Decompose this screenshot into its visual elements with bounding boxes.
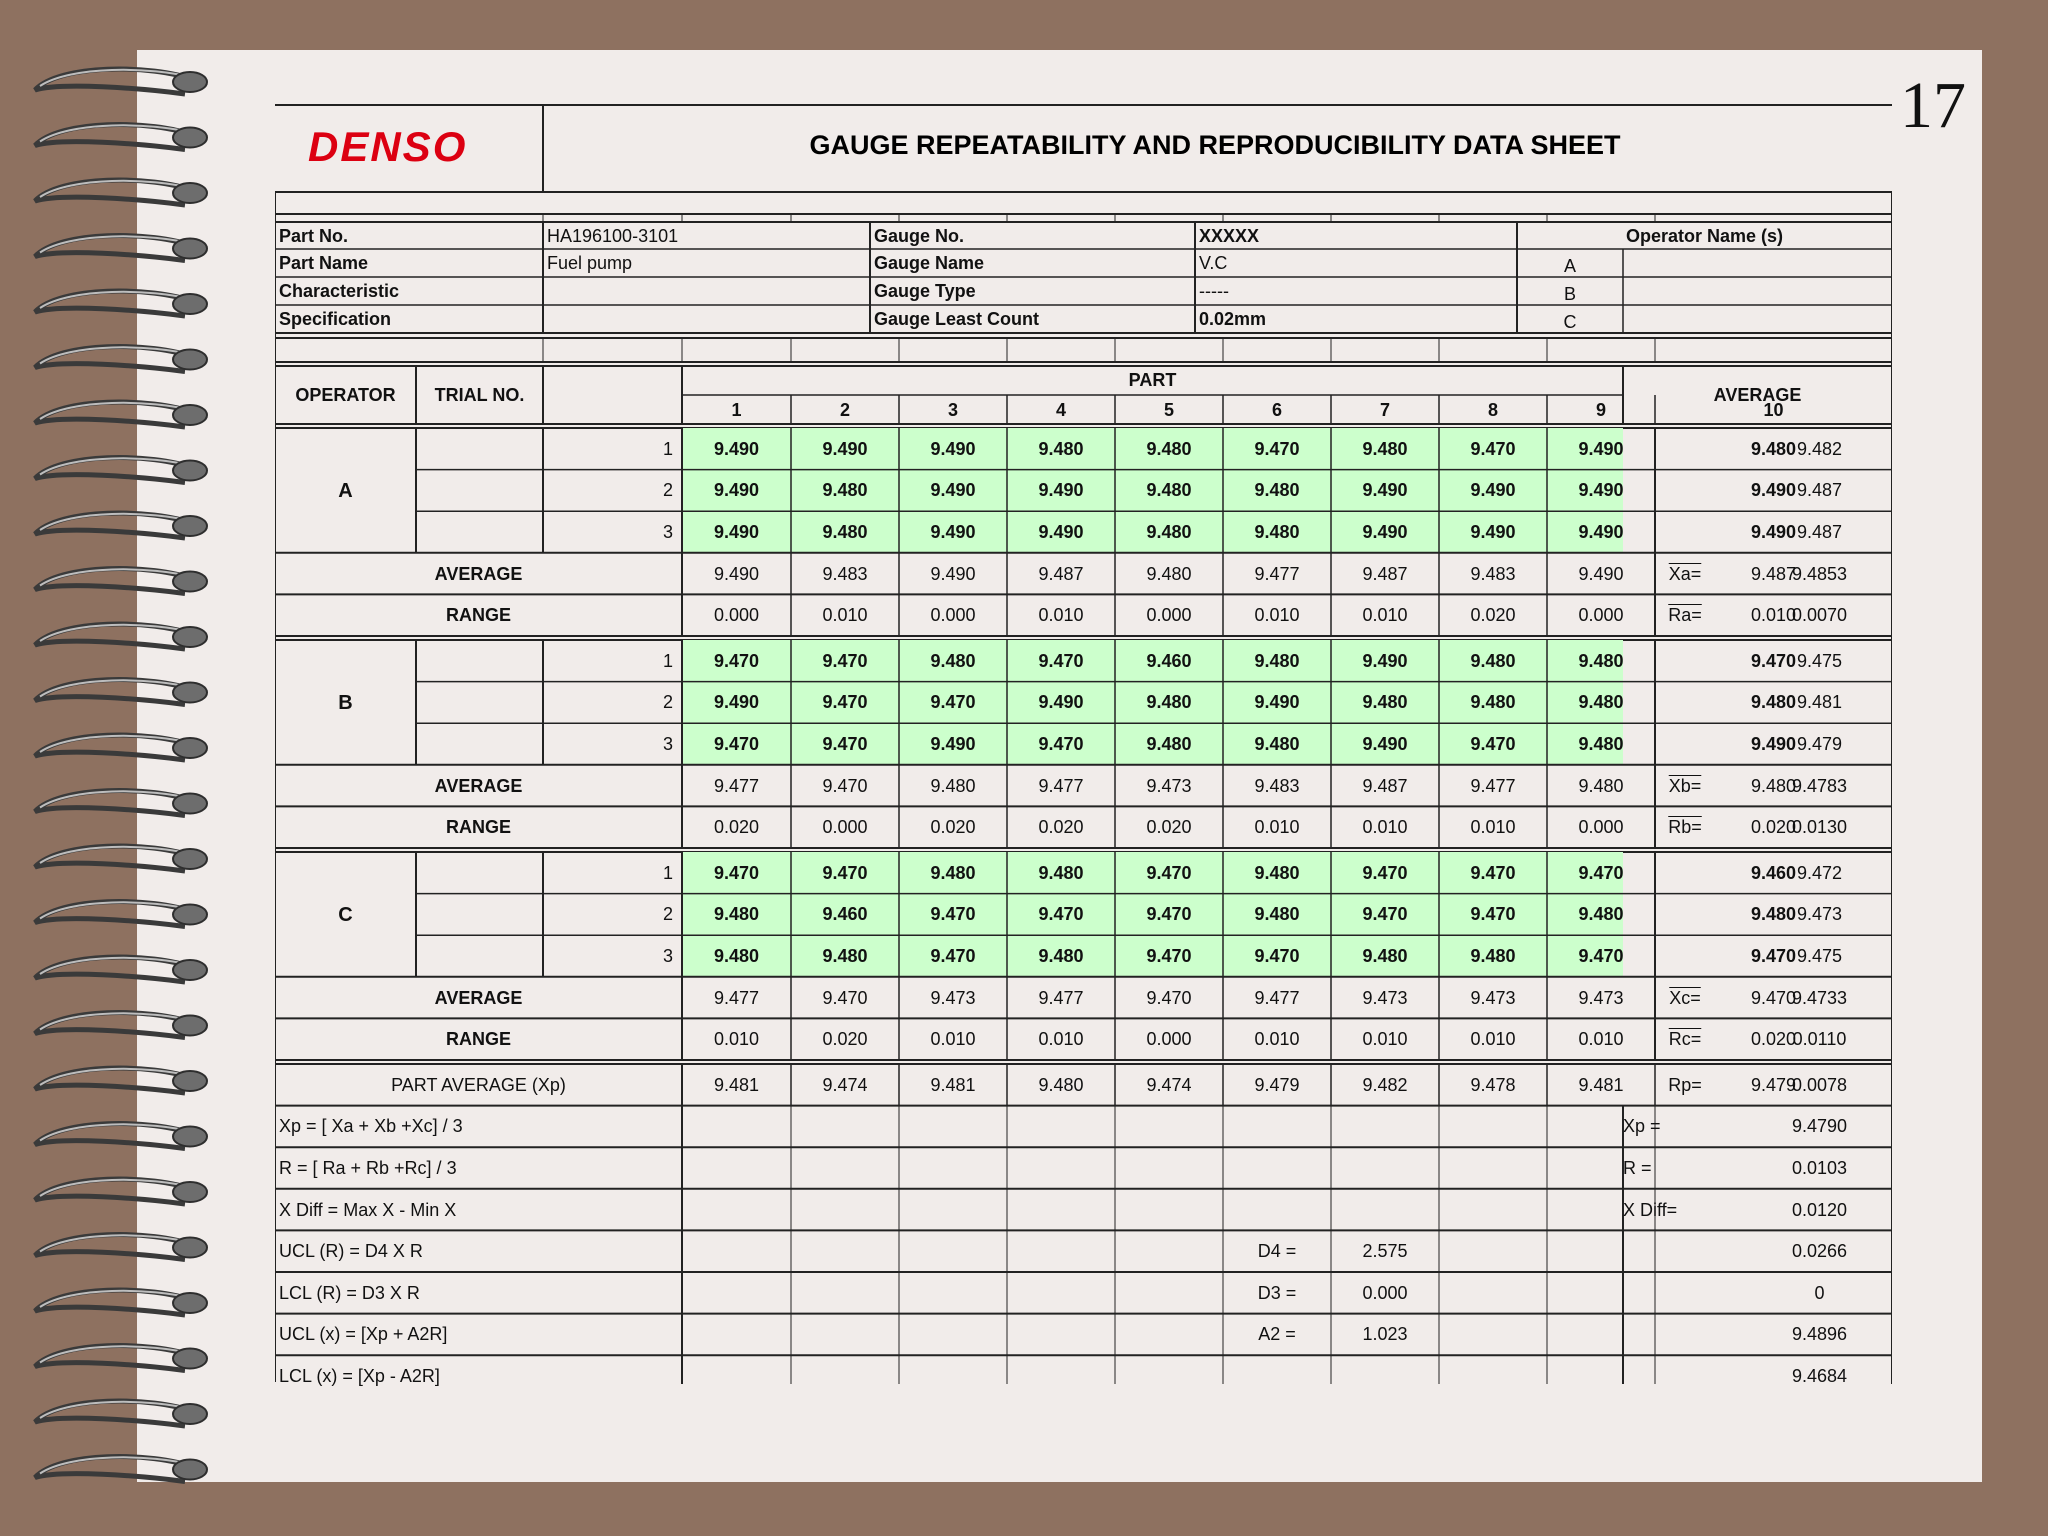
- part-average-value: 9.474: [1146, 1074, 1192, 1095]
- spiral-ring: [35, 791, 207, 816]
- spiral-ring: [35, 180, 207, 205]
- measurement-value: 9.470: [1038, 734, 1084, 754]
- formula-value: 0.0103: [1791, 1158, 1848, 1178]
- measurement-value: 9.460: [1750, 862, 1797, 883]
- range-value: 0.000: [1146, 1029, 1192, 1050]
- spiral-ring: [35, 458, 207, 483]
- average-value: 9.473: [1146, 775, 1192, 796]
- measurement-value: 9.490: [930, 480, 976, 501]
- average-value: 9.487: [1750, 563, 1797, 584]
- formula-value: 9.4684: [1791, 1366, 1848, 1386]
- info-label: Gauge Least Count: [874, 309, 1040, 329]
- spiral-ring: [35, 1346, 207, 1371]
- rbar-label: Ra=: [1668, 605, 1702, 626]
- measurement-value: 9.490: [713, 522, 760, 542]
- measurement-value: 9.480: [1578, 650, 1624, 671]
- measurement-value: 9.490: [930, 438, 976, 459]
- header-part-number: 7: [1379, 400, 1390, 420]
- measurement-value: 9.470: [930, 946, 976, 966]
- measurement-value: 9.480: [930, 862, 976, 883]
- measurement-value: 9.490: [1470, 522, 1516, 542]
- range-value: 0.000: [1578, 817, 1624, 838]
- measurement-value: 9.490: [713, 692, 760, 713]
- row-label-range: RANGE: [445, 817, 511, 838]
- measurement-value: 9.490: [713, 480, 760, 501]
- measurement-value: 9.470: [930, 692, 976, 713]
- header-average: AVERAGE: [1713, 385, 1802, 405]
- xbar-label: Xb=: [1668, 775, 1702, 796]
- xbar-value: 9.4783: [1791, 775, 1848, 796]
- range-value: 0.010: [1750, 605, 1797, 626]
- info-label: Gauge Type: [874, 281, 976, 301]
- spiral-ring: [35, 902, 207, 927]
- measurement-value: 9.480: [1470, 946, 1516, 966]
- range-value: 0.010: [1362, 817, 1408, 838]
- range-value: 0.020: [1470, 605, 1516, 626]
- formula-value: 0.0266: [1791, 1241, 1848, 1262]
- measurement-value: 9.480: [713, 904, 760, 925]
- spiral-ring: [35, 735, 207, 760]
- range-value: 0.000: [1578, 605, 1624, 626]
- range-value: 0.010: [930, 1029, 976, 1050]
- measurement-value: 9.470: [822, 650, 868, 671]
- measurement-value: 9.470: [1146, 904, 1192, 925]
- spiral-ring: [35, 846, 207, 871]
- rbar-label: Rc=: [1668, 1029, 1702, 1050]
- measurement-value: 9.490: [1362, 522, 1408, 542]
- trial-average: 9.473: [1796, 904, 1843, 925]
- rp-label: Rp=: [1668, 1074, 1702, 1095]
- measurement-value: 9.480: [822, 522, 868, 542]
- measurement-value: 9.470: [1470, 862, 1516, 883]
- trial-average: 9.475: [1796, 650, 1843, 671]
- range-value: 0.010: [1254, 1029, 1300, 1050]
- measurement-value: 9.480: [1038, 862, 1084, 883]
- trial-number: 3: [662, 946, 673, 966]
- measurement-value: 9.460: [1146, 650, 1192, 671]
- constant-value: 1.023: [1362, 1324, 1408, 1345]
- range-value: 0.010: [1470, 1029, 1516, 1050]
- measurement-value: 9.480: [1146, 438, 1192, 459]
- average-value: 9.470: [822, 775, 868, 796]
- rp-value: 0.0078: [1791, 1074, 1848, 1095]
- measurement-value: 9.480: [930, 650, 976, 671]
- measurement-value: 9.470: [822, 692, 868, 713]
- range-value: 0.020: [1750, 1029, 1797, 1050]
- header-part-number: 5: [1163, 400, 1174, 420]
- formula-label: LCL (x) = [Xp - A2R]: [279, 1366, 440, 1386]
- info-value: XXXXX: [1199, 225, 1260, 246]
- formula-label: Xp = [ Xa + Xb +Xc] / 3: [279, 1116, 463, 1137]
- xbar-value: 9.4733: [1791, 987, 1848, 1008]
- average-value: 9.477: [713, 775, 760, 796]
- average-value: 9.477: [1038, 987, 1084, 1008]
- xbar-label: Xa=: [1668, 563, 1702, 584]
- constant-label: D4 =: [1257, 1241, 1297, 1262]
- row-label-average: AVERAGE: [434, 563, 523, 584]
- range-value: 0.010: [1470, 817, 1516, 838]
- range-value: 0.020: [822, 1029, 868, 1050]
- rbar-value: 0.0110: [1792, 1029, 1847, 1050]
- info-value: V.C: [1199, 253, 1228, 273]
- measurement-value: 9.480: [822, 480, 868, 501]
- trial-average: 9.479: [1796, 734, 1843, 754]
- average-value: 9.477: [1254, 987, 1300, 1008]
- measurement-value: 9.480: [1254, 650, 1300, 671]
- part-average-value: 9.481: [1578, 1074, 1624, 1095]
- trial-number: 2: [662, 480, 673, 501]
- header-part: PART: [1128, 370, 1177, 390]
- measurement-value: 9.480: [1578, 904, 1624, 925]
- range-value: 0.010: [1362, 605, 1408, 626]
- formula-value: 0: [1814, 1282, 1825, 1303]
- measurement-value: 9.470: [713, 862, 760, 883]
- measurement-value: 9.470: [1750, 650, 1797, 671]
- measurement-value: 9.490: [930, 522, 976, 542]
- average-value: 9.480: [1146, 563, 1192, 584]
- measurement-value: 9.470: [1038, 904, 1084, 925]
- header-part-number: 3: [947, 400, 958, 420]
- measurement-value: 9.480: [1254, 522, 1300, 542]
- average-value: 9.477: [1254, 563, 1300, 584]
- spiral-binding: [0, 0, 240, 1536]
- trial-number: 1: [662, 438, 673, 459]
- spiral-ring: [35, 1290, 207, 1315]
- part-average-value: 9.481: [713, 1074, 760, 1095]
- measurement-value: 9.460: [822, 904, 868, 925]
- spiral-ring: [35, 125, 207, 150]
- spiral-ring: [35, 1124, 207, 1149]
- constant-label: D3 =: [1257, 1282, 1297, 1303]
- measurement-value: 9.480: [1146, 480, 1192, 501]
- formula-value: 0.0120: [1791, 1199, 1848, 1220]
- range-value: 0.000: [822, 817, 868, 838]
- range-value: 0.010: [713, 1029, 760, 1050]
- row-label-range: RANGE: [445, 1029, 511, 1050]
- measurement-value: 9.480: [1362, 946, 1408, 966]
- average-value: 9.487: [1038, 563, 1084, 584]
- operator-label: A: [338, 480, 353, 503]
- average-value: 9.483: [1470, 563, 1516, 584]
- average-value: 9.477: [1470, 775, 1516, 796]
- info-label: Specification: [279, 309, 392, 329]
- spiral-ring: [35, 1013, 207, 1038]
- range-value: 0.000: [930, 605, 976, 626]
- measurement-value: 9.490: [1254, 692, 1300, 713]
- spiral-ring: [35, 291, 207, 316]
- measurement-value: 9.470: [1362, 904, 1408, 925]
- range-value: 0.010: [822, 605, 868, 626]
- measurement-value: 9.470: [1470, 438, 1516, 459]
- measurement-value: 9.480: [1470, 692, 1516, 713]
- average-value: 9.473: [1470, 987, 1516, 1008]
- measurement-value: 9.470: [1470, 734, 1516, 754]
- trial-number: 3: [662, 522, 673, 542]
- trial-average: 9.472: [1796, 862, 1843, 883]
- info-value: HA196100-3101: [547, 225, 679, 246]
- header-part-number: 8: [1487, 400, 1498, 420]
- measurement-value: 9.480: [1470, 650, 1516, 671]
- row-label-range: RANGE: [445, 605, 511, 626]
- measurement-value: 9.480: [1038, 946, 1084, 966]
- measurement-value: 9.480: [1254, 862, 1300, 883]
- range-value: 0.020: [1146, 817, 1192, 838]
- average-value: 9.470: [1146, 987, 1192, 1008]
- measurement-value: 9.490: [1750, 480, 1797, 501]
- info-label: Gauge No.: [874, 225, 965, 246]
- measurement-value: 9.490: [1578, 480, 1624, 501]
- spiral-ring: [35, 957, 207, 982]
- measurement-value: 9.470: [1254, 438, 1300, 459]
- formula-label: UCL (x) = [Xp + A2R]: [279, 1324, 448, 1345]
- measurement-value: 9.480: [1146, 522, 1192, 542]
- measurement-value: 9.470: [1038, 650, 1084, 671]
- spiral-ring: [35, 513, 207, 538]
- part-average-value: 9.481: [930, 1074, 976, 1095]
- row-label-average: AVERAGE: [434, 987, 523, 1008]
- measurement-value: 9.480: [1254, 480, 1300, 501]
- measurement-value: 9.470: [1146, 862, 1192, 883]
- part-average-value: 9.479: [1750, 1074, 1797, 1095]
- trial-number: 1: [662, 650, 673, 671]
- info-value: -----: [1199, 281, 1229, 301]
- operator-names-label: Operator Name (s): [1625, 225, 1784, 246]
- measurement-value: 9.490: [1470, 480, 1516, 501]
- measurement-value: 9.480: [822, 946, 868, 966]
- range-value: 0.010: [1254, 817, 1300, 838]
- formula-label: UCL (R) = D4 X R: [279, 1241, 423, 1262]
- measurement-value: 9.470: [713, 650, 760, 671]
- range-value: 0.020: [713, 817, 760, 838]
- range-value: 0.010: [1578, 1029, 1624, 1050]
- measurement-value: 9.490: [1038, 522, 1084, 542]
- measurement-value: 9.490: [1362, 650, 1408, 671]
- xbar-label: Xc=: [1669, 987, 1701, 1008]
- part-average-value: 9.474: [822, 1074, 868, 1095]
- measurement-value: 9.490: [1038, 692, 1084, 713]
- measurement-value: 9.480: [1362, 438, 1408, 459]
- measurement-value: 9.470: [822, 734, 868, 754]
- rbar-label: Rb=: [1668, 817, 1702, 838]
- part-average-value: 9.478: [1470, 1074, 1516, 1095]
- measurement-value: 9.480: [1038, 438, 1084, 459]
- trial-number: 1: [662, 862, 673, 883]
- average-value: 9.483: [1254, 775, 1300, 796]
- trial-average: 9.475: [1796, 946, 1843, 966]
- measurement-value: 9.490: [713, 438, 760, 459]
- spiral-ring: [35, 236, 207, 261]
- measurement-value: 9.470: [1254, 946, 1300, 966]
- info-value: Fuel pump: [547, 253, 633, 273]
- spiral-ring: [35, 1401, 207, 1426]
- range-value: 0.010: [1038, 1029, 1084, 1050]
- average-value: 9.490: [713, 563, 760, 584]
- info-label: Part No.: [279, 225, 349, 246]
- part-average-label: PART AVERAGE (Xp): [391, 1074, 566, 1095]
- average-value: 9.487: [1362, 563, 1408, 584]
- constant-label: A2 =: [1258, 1324, 1296, 1345]
- operator-label: B: [338, 692, 353, 715]
- part-average-value: 9.480: [1038, 1074, 1084, 1095]
- formula-key: R =: [1623, 1158, 1652, 1178]
- spiral-ring: [35, 1179, 207, 1204]
- formula-label: LCL (R) = D3 X R: [279, 1282, 420, 1303]
- xbar-value: 9.4853: [1791, 563, 1848, 584]
- formula-label: R = [ Ra + Rb +Rc] / 3: [279, 1158, 457, 1178]
- range-value: 0.020: [930, 817, 976, 838]
- trial-number: 2: [662, 692, 673, 713]
- info-label: Characteristic: [279, 281, 400, 301]
- measurement-value: 9.470: [822, 862, 868, 883]
- spiral-ring: [35, 1457, 207, 1482]
- header-part-number: 4: [1055, 400, 1066, 420]
- formula-value: 9.4790: [1791, 1116, 1848, 1137]
- measurement-value: 9.480: [713, 946, 760, 966]
- measurement-value: 9.480: [1146, 692, 1192, 713]
- trial-average: 9.481: [1796, 692, 1843, 713]
- measurement-value: 9.490: [1750, 522, 1797, 542]
- range-value: 0.000: [1146, 605, 1192, 626]
- measurement-value: 9.490: [822, 438, 868, 459]
- part-average-value: 9.482: [1362, 1074, 1408, 1095]
- header-operator: OPERATOR: [295, 385, 396, 405]
- operator-name-key: C: [1563, 312, 1577, 332]
- formula-key: X Diff=: [1623, 1199, 1678, 1220]
- trial-average: 9.487: [1796, 480, 1843, 501]
- spiral-ring: [35, 1068, 207, 1093]
- measurement-value: 9.470: [1470, 904, 1516, 925]
- header-part-number: 9: [1595, 400, 1606, 420]
- measurement-value: 9.490: [1578, 438, 1624, 459]
- part-average-value: 9.479: [1254, 1074, 1300, 1095]
- range-value: 0.010: [1038, 605, 1084, 626]
- measurement-value: 9.480: [1362, 692, 1408, 713]
- constant-value: 2.575: [1362, 1241, 1408, 1262]
- average-value: 9.473: [930, 987, 976, 1008]
- formula-label: X Diff = Max X - Min X: [279, 1199, 457, 1220]
- trial-average: 9.482: [1796, 438, 1843, 459]
- average-value: 9.470: [822, 987, 868, 1008]
- average-value: 9.490: [1578, 563, 1624, 584]
- measurement-value: 9.470: [1146, 946, 1192, 966]
- spiral-ring: [35, 69, 207, 94]
- operator-label: C: [338, 904, 353, 927]
- measurement-value: 9.490: [1038, 480, 1084, 501]
- header-part-number: 6: [1271, 400, 1282, 420]
- measurement-value: 9.470: [1750, 946, 1797, 966]
- average-value: 9.490: [930, 563, 976, 584]
- average-value: 9.473: [1578, 987, 1624, 1008]
- data-sheet: [275, 104, 1892, 1384]
- info-label: Part Name: [279, 253, 369, 273]
- range-value: 0.010: [1362, 1029, 1408, 1050]
- measurement-value: 9.490: [1578, 522, 1624, 542]
- operator-name-key: B: [1563, 284, 1576, 304]
- sheet-title: GAUGE REPEATABILITY AND REPRODUCIBILITY DATA SHEET: [809, 130, 1621, 160]
- trial-average: 9.487: [1796, 522, 1843, 542]
- range-value: 0.020: [1750, 817, 1797, 838]
- operator-name-key: A: [1563, 256, 1576, 276]
- denso-logo: DENSO: [308, 123, 468, 170]
- average-value: 9.470: [1750, 987, 1797, 1008]
- measurement-value: 9.490: [1362, 734, 1408, 754]
- row-label-average: AVERAGE: [434, 775, 523, 796]
- average-value: 9.483: [822, 563, 868, 584]
- average-value: 9.477: [713, 987, 760, 1008]
- spiral-ring: [35, 402, 207, 427]
- measurement-value: 9.480: [1254, 734, 1300, 754]
- measurement-value: 9.490: [1362, 480, 1408, 501]
- measurement-value: 9.480: [1750, 904, 1797, 925]
- spiral-ring: [35, 680, 207, 705]
- measurement-value: 9.480: [1750, 438, 1797, 459]
- measurement-value: 9.480: [1578, 734, 1624, 754]
- average-value: 9.473: [1362, 987, 1408, 1008]
- constant-value: 0.000: [1362, 1282, 1408, 1303]
- rbar-value: 0.0070: [1791, 605, 1848, 626]
- spiral-ring: [35, 1235, 207, 1260]
- header-part-number: 10: [1763, 400, 1784, 420]
- range-value: 0.020: [1038, 817, 1084, 838]
- average-value: 9.487: [1362, 775, 1408, 796]
- header-trial-no: TRIAL NO.: [434, 385, 525, 405]
- measurement-value: 9.470: [713, 734, 760, 754]
- average-value: 9.480: [930, 775, 976, 796]
- header-part-number: 1: [731, 400, 742, 420]
- trial-number: 3: [662, 734, 673, 754]
- measurement-value: 9.470: [1362, 862, 1408, 883]
- info-label: Gauge Name: [874, 253, 985, 273]
- header-part-number: 2: [839, 400, 850, 420]
- measurement-value: 9.480: [1254, 904, 1300, 925]
- average-value: 9.477: [1038, 775, 1084, 796]
- range-value: 0.000: [713, 605, 760, 626]
- spiral-ring: [35, 624, 207, 649]
- formula-key: Xp =: [1623, 1116, 1661, 1137]
- measurement-value: 9.480: [1750, 692, 1797, 713]
- info-value: 0.02mm: [1199, 309, 1267, 329]
- measurement-value: 9.490: [930, 734, 976, 754]
- average-value: 9.480: [1750, 775, 1797, 796]
- measurement-value: 9.480: [1578, 692, 1624, 713]
- slide-number: 17: [1900, 69, 1966, 142]
- spiral-ring: [35, 569, 207, 594]
- trial-number: 2: [662, 904, 673, 925]
- measurement-value: 9.480: [1146, 734, 1192, 754]
- range-value: 0.010: [1254, 605, 1300, 626]
- measurement-value: 9.470: [1578, 862, 1624, 883]
- measurement-value: 9.490: [1750, 734, 1797, 754]
- rbar-value: 0.0130: [1791, 817, 1848, 838]
- average-value: 9.480: [1578, 775, 1624, 796]
- spiral-ring: [35, 347, 207, 372]
- formula-value: 9.4896: [1791, 1324, 1848, 1345]
- measurement-value: 9.470: [1578, 946, 1624, 966]
- measurement-value: 9.470: [930, 904, 976, 925]
